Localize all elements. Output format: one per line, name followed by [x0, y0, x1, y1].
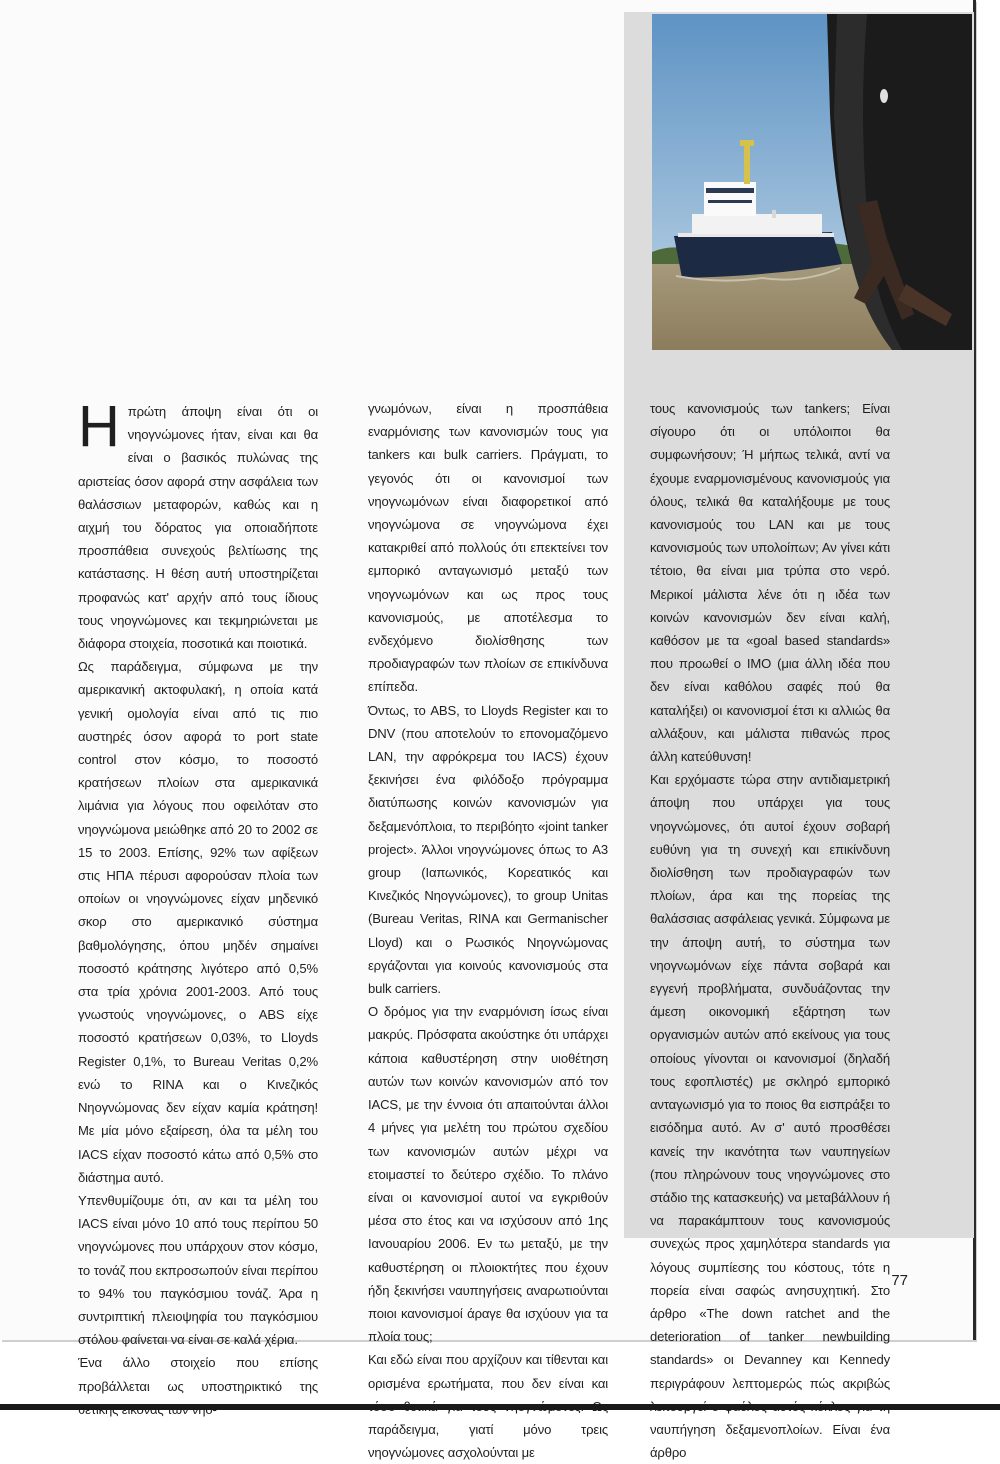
paragraph: Ως παράδειγμα, σύμφωνα με την αμερικανική ακτοφυλακή, η οποία κατά γενική ομολογία είναι από τις πιο αυστηρές όσον αφορά το port state control στον κόσμο, το ποσοστό κρατήσεων πλοίων στα αμερικανικά λιμάνια για λόγους που οφειλόταν στο νηογνώμονα μειώθηκε από 20 το 2002 σε 15 το 2003. Επίσης, 92% των αφίξεων στις ΗΠΑ πέρυσι αφορούσαν πλοία των οποίων οι νηογνώμονες είχαν μηδενικό σκορ στο αμερικανικό σύστημα βαθμολόγησης, όπου μηδέν σημαίνει ποσοστό κράτησης λιγότερο από 0,5% στα τρία χρόνια 2001-2003. Από τους γνωστούς νηογνώμονες, ο ABS είχε ποσοστό κρατήσεων 0,03%, το Lloyds Register 0,1%, το Bureau Veritas 0,2% ενώ το RINA και ο Κινεζικός Νηογνώμονας δεν είχαν καμία κράτηση! Με μία μόνο εξαίρεση, όλα τα μέλη του IACS είχαν ποσοστό κάτω από 0,5% στο διάστημα αυτό. — [78, 659, 318, 1185]
bottom-rule — [0, 1404, 1000, 1410]
ship-bridge-windows — [706, 188, 754, 193]
ship-bridge — [704, 182, 756, 216]
article-column-3 — [650, 397, 890, 1464]
paragraph: πρώτη άποψη είναι ότι οι νηογνώμονες ήταν, είναι και θα είναι ο βασικός πυλώνας της αριστείας όσον αφορά στην ασφάλεια των θαλάσσιων μεταφορών, καθώς και η αιχμή του δόρατος για οποιαδήποτε προσπάθεια συνεχούς βελτίωσης της κατάστασης. Η θέση αυτή υποστηρίζεται προφανώς κατ' αρχήν από τους ίδιους τους νηογνώμονες και τεκμηριώνεται με διάφορα στοιχεία, ποσοτικά και ποιοτικά. — [78, 404, 318, 652]
ship-photo-graphic — [652, 14, 972, 350]
paragraph: Όντως, το ABS, το Lloyds Register και το DNV (που αποτελούν το επονομαζόμενο LAN, την αφρόκρεμα του IACS) έχουν ξεκινήσει ένα φιλόδοξο πρόγραμμα διατύπωσης κοινών κανονισμών για δεξαμενόπλοια, το περιβόητο «joint tanker project». Άλλοι νηογνώμονες όπως το A3 group (Ιαπωνικός, Κορεατικός και Κινεζικός Νηογνώμονες), το group Unitas (Bureau Veritas, RINA και Germanischer Lloyd) και ο Ρωσικός Νηογνώμονας εργάζονται για κοινούς κανονισμούς στα bulk carriers. — [368, 702, 608, 997]
article-column-1 — [78, 394, 318, 1421]
ship-deck — [692, 214, 822, 234]
drop-cap: Η — [78, 394, 120, 459]
paragraph: Ο δρόμος για την εναρμόνιση ίσως είναι μακρύς. Πρόσφατα ακούστηκε ότι υπάρχει κάποια καθυστέρηση στην υιοθέτηση αυτών των κοινών κανονισμών από τον IACS, με την έννοια ότι απαιτούνται άλλοι 4 μήνες για μελέτη του πρώτου σχεδίου των κανονισμών αυτών μέχρι να ετοιμαστεί το δεύτερο σχέδιο. Το πλάνο είναι οι κανονισμοί αυτοί να εγκριθούν μέσα στο έτος και να ισχύσουν από 1ης Ιανουαρίου 2006. Εν τω μεταξύ, με την καθυστέρηση οι πλοιοκτήτες που έχουν ήδη ξεκινήσει ναυπηγήσεις αναρωτιούνται ποιοι κανονισμοί άραγε θα ισχύουν για τα πλοία τους; — [368, 1004, 608, 1345]
paragraph: Υπενθυμίζουμε ότι, αν και τα μέλη του IACS είναι μόνο 10 από τους περίπου 50 νηογνώμονες που υπάρχουν στον κόσμο, το τονάζ που εκπροσωπούν είναι περίπου το 94% του παγκόσμιου τονάζ. Άρα η συντριπτική πλειοψηφία του παγκόσμιου στόλου φαίνεται να είναι σε καλά χέρια. — [78, 1192, 318, 1348]
paragraph: τους κανονισμούς των tankers; Είναι σίγουρο ότι οι υπόλοιποι θα συμφωνήσουν; Ή μήπως τελικά, αντί να έχουμε εναρμονισμένους κανονισμούς για όλους, τελικά θα καταλήξουμε με τους κανονισμούς του LAN και με τους κανονισμούς των υπολοίπων; Αν γίνει κάτι τέτοιο, θα είναι μια τρύπα στο νερό. Μερικοί μάλιστα λένε ότι η ιδέα των κοινών κανονισμών δεν είναι καλή, καθόσον με τα «goal based standards» που προωθεί ο IMO (μια άλλη ιδέα που δεν είναι καθόλου σαφές πού θα καταλήξει) οι κανονισμοί έτσι κι αλλιώς θα αλλάξουν, και μάλιστα πιθανώς προς άλλη κατεύθυνση! — [650, 401, 890, 765]
porthole — [880, 89, 888, 103]
article-column-2 — [368, 397, 608, 1464]
ship-mast-top — [740, 140, 754, 146]
ship-bridge-windows-2 — [708, 200, 752, 203]
paragraph: Και ερχόμαστε τώρα στην αντιδιαμετρική άποψη που υπάρχει για τους νηογνώμονες, ότι αυτοί έχουν σοβαρή ευθύνη για τη συνεχή και επικίνδυνη διολίσθηση των προδιαγραφών των πλοίων, άρα και της πορείας της θαλάσσιας ασφάλειας γενικά. Σύμφωνα με την άποψη αυτή, το σύστημα των νηογνωμόνων είχε πάντα σοβαρά και εγγενή προβλήματα, συνδυάζοντας την άμεση οικονομική εξάρτηση των οργανισμών αυτών από εκείνους για τους οποίους γίνονται οι κανονισμοί (δηλαδή τους εφοπλιστές) με σκληρό εμπορικό ανταγωνισμό για το ποιος θα εισπράξει το εισόδημα αυτό. Αν σ' αυτό προσθέσει κανείς την ικανότητα των ναυπηγείων (που πληρώνουν τους νηογνώμονες στο στάδιο της κατασκευής) να μεταβάλλουν ή να παρακάμπτουν τους κανονισμούς συνεχώς προς χαμηλότερα standards για λόγους συμπίεσης του κόστους, τότε η πορεία είναι σαφώς ανησυχητική. Στο άρθρο «The down ratchet and the deterioration of tanker newbuilding standards» οι Devanney και Kennedy περιγράφουν λεπτομερώς πώς ακριβώς ναυπήγηση δεξαμενοπλοίων. Είναι ένα άρθρο — [650, 772, 890, 1461]
ship-crane — [772, 210, 776, 218]
paragraph: γνωμόνων, είναι η προσπάθεια εναρμόνισης των κανονισμών τους για tankers και bulk carriers. Πράγματι, το γεγονός ότι οι κανονισμοί των νηογνωμόνων είναι διαφορετικοί από νηογνώμονα σε νηογνώμονα έχει κατακριθεί από πολλούς ότι επεκτείνει τον εμπορικό ανταγωνισμό μεταξύ των νηογνωμόνων και ως προς τους κανονισμούς, με αποτέλεσμα το ενδεχόμενο διολίσθησης των προδιαγραφών των πλοίων σε επικίνδυνα επίπεδα. — [368, 401, 608, 695]
paragraph: Ένα άλλο στοιχείο που επίσης προβάλλεται ως υποστηρικτικό της — [78, 1355, 318, 1394]
ship-photo — [652, 14, 972, 350]
ship-mast — [744, 142, 750, 184]
paragraph: Και εδώ είναι που αρχίζουν και τίθενται και ορισμένα ερωτήματα, που δεν είναι και παράδειγμα, γιατί μόνο τρεις νηογνώμονες ασχολούνται με — [368, 1352, 608, 1461]
page-number: 77 — [891, 1272, 908, 1289]
